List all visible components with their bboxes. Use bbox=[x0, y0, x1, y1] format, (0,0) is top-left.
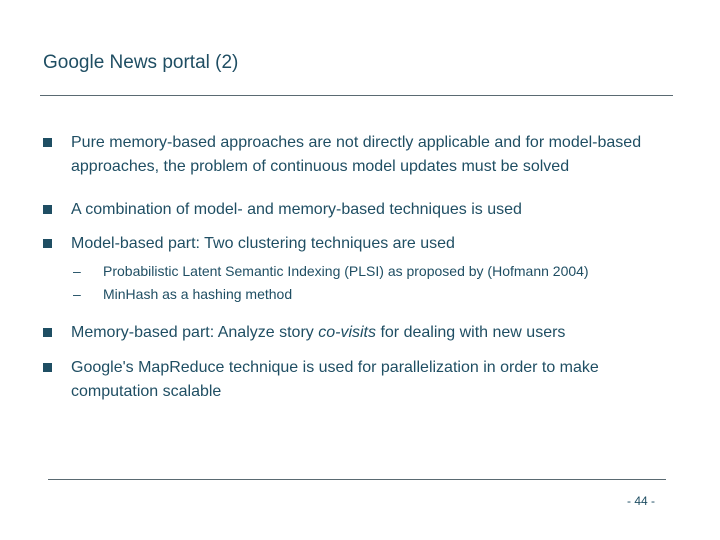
dash-bullet-icon: – bbox=[73, 263, 81, 279]
sub-bullet-list bbox=[43, 260, 673, 306]
bullet-item bbox=[43, 321, 673, 345]
emphasis-text: co-visits bbox=[318, 324, 376, 341]
bullet-text: A combination of model- and memory-based techniques is used bbox=[71, 201, 522, 218]
bullet-item bbox=[43, 131, 673, 179]
sub-bullet-text: MinHash as a hashing method bbox=[103, 286, 293, 302]
bullet-text-before: Memory-based part: Analyze story bbox=[71, 324, 319, 341]
bullet-text bbox=[71, 324, 565, 341]
bullet-item bbox=[43, 356, 673, 404]
square-bullet-icon bbox=[43, 363, 52, 372]
slide-content bbox=[43, 131, 673, 404]
sub-bullet-item bbox=[43, 260, 673, 283]
footer-divider bbox=[48, 479, 666, 480]
dash-bullet-icon: – bbox=[73, 286, 81, 302]
sub-bullet-text: Probabilistic Latent Semantic Indexing (PLSI) as proposed by (Hofmann 2004) bbox=[103, 263, 589, 279]
square-bullet-icon bbox=[43, 328, 52, 337]
square-bullet-icon bbox=[43, 239, 52, 248]
bullet-item bbox=[43, 232, 673, 256]
bullet-item bbox=[43, 198, 673, 222]
page-number: - 44 - bbox=[627, 494, 656, 508]
bullet-text: Pure memory-based approaches are not directly applicable and for model-based approaches, the problem of continuous model updates must be solved bbox=[71, 134, 642, 175]
sub-bullet-item bbox=[43, 283, 673, 306]
slide-title: Google News portal (2) bbox=[43, 52, 239, 73]
square-bullet-icon bbox=[43, 205, 52, 214]
bullet-text-after: for dealing with new users bbox=[376, 324, 566, 341]
title-divider bbox=[40, 95, 673, 96]
bullet-text: Google's MapReduce technique is used for parallelization in order to make computation scalable bbox=[71, 359, 599, 400]
square-bullet-icon bbox=[43, 138, 52, 147]
bullet-text: Model-based part: Two clustering techniques are used bbox=[71, 235, 455, 252]
